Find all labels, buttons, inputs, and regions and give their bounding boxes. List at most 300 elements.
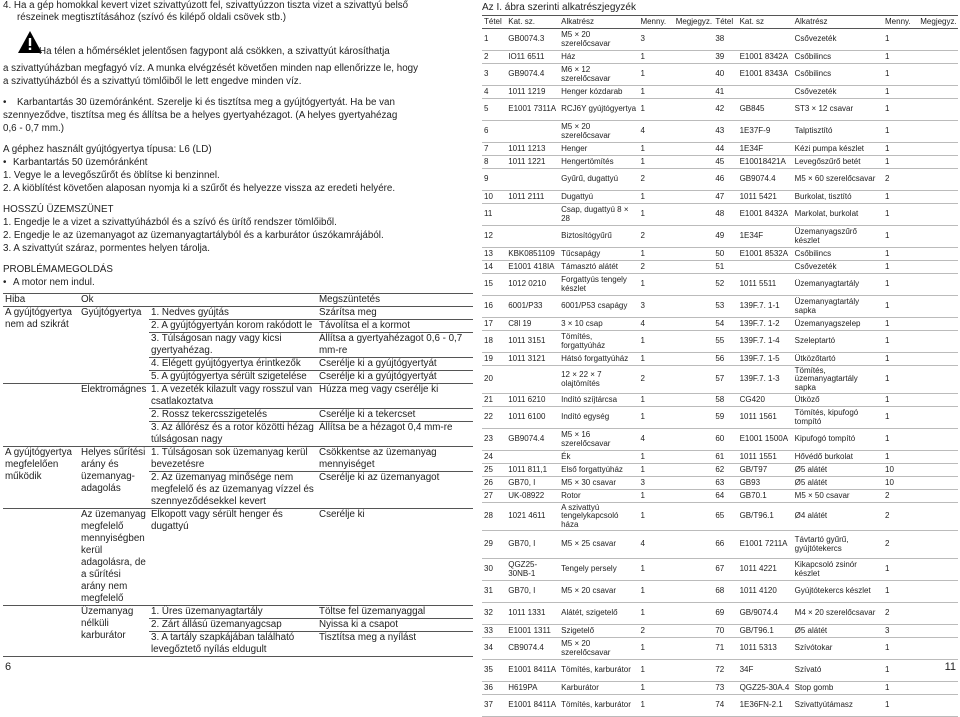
- parts-cell: 1: [883, 407, 918, 429]
- parts-cell: 60: [713, 429, 737, 451]
- parts-cell: [674, 366, 714, 394]
- parts-cell: 1012 0210: [506, 274, 559, 296]
- parts-cell: M5 × 50 csavar: [793, 490, 883, 503]
- parts-cell: [674, 274, 714, 296]
- parts-cell: [674, 464, 714, 477]
- left-page: [3, 0, 473, 675]
- parts-cell: Alátét, szigetelő: [559, 603, 638, 625]
- parts-cell: [674, 191, 714, 204]
- parts-cell: 63: [713, 477, 737, 490]
- parts-cell: Csővezeték: [793, 86, 883, 99]
- parts-cell: UK-08922: [506, 490, 559, 503]
- fault-cause: 1. Túlságosan sok üzemanyag kerül bevezetésre: [149, 447, 317, 472]
- fault-symptom: [3, 606, 79, 657]
- parts-cell: [674, 638, 714, 660]
- parts-cell: 6: [482, 121, 506, 143]
- parts-cell: 33: [482, 625, 506, 638]
- parts-cell: 1: [883, 331, 918, 353]
- parts-cell: 1: [638, 204, 673, 226]
- parts-cell: Dugattyú: [559, 191, 638, 204]
- parts-cell: Ø5 alátét: [793, 625, 883, 638]
- parts-cell: 1011 3151: [506, 331, 559, 353]
- parts-cell: 22: [482, 407, 506, 429]
- parts-cell: 1011 1551: [738, 451, 793, 464]
- parts-cell: Tömítés, karburátor: [559, 660, 638, 682]
- parts-cell: 74: [713, 695, 737, 717]
- parts-cell: [918, 204, 958, 226]
- parts-cell: E1001 418IA: [506, 261, 559, 274]
- fault-symptom: A gyújtógyertya megfelelően működik: [3, 447, 79, 509]
- parts-cell: GB0074.3: [506, 29, 559, 51]
- parts-cell: C8l 19: [506, 318, 559, 331]
- parts-cell: [918, 353, 958, 366]
- parts-cell: E1001 8411A: [506, 660, 559, 682]
- parts-cell: 12: [482, 226, 506, 248]
- parts-cell: 1: [883, 660, 918, 682]
- parts-cell: [674, 169, 714, 191]
- parts-cell: Hengertömítés: [559, 156, 638, 169]
- parts-cell: Gyűrű, dugattyú: [559, 169, 638, 191]
- parts-cell: 1E34F: [738, 143, 793, 156]
- fault-fix: Állítsa a gyertyahézagot 0,6 - 0,7 mm-re: [317, 333, 473, 358]
- fault-row: [3, 307, 473, 320]
- parts-cell: A szivattyú tengelykapcsoló háza: [559, 503, 638, 531]
- parts-cell: [506, 226, 559, 248]
- parts-cell: [918, 429, 958, 451]
- parts-row: [482, 29, 958, 51]
- parts-row: [482, 191, 958, 204]
- parts-cell: 73: [713, 682, 737, 695]
- parts-cell: [674, 64, 714, 86]
- parts-cell: 1011 5313: [738, 638, 793, 660]
- parts-cell: 1011 1213: [506, 143, 559, 156]
- fault-cause: 3. Az állórész és a rotor közötti hézag túlságosan nagy: [149, 422, 317, 447]
- stop-step1: 1. Engedje le a vizet a szivattyúházból és a szívó és ürítő rendszer tömlőiből.: [3, 217, 337, 228]
- parts-header-cell: Menny.: [638, 16, 673, 29]
- parts-cell: [918, 51, 958, 64]
- parts-cell: E1001 8342A: [738, 51, 793, 64]
- parts-cell: M6 × 12 szerelőcsavar: [559, 64, 638, 86]
- parts-cell: 2: [883, 531, 918, 559]
- parts-cell: 1: [883, 261, 918, 274]
- fault-symptom: A gyújtógyertya nem ad szikrát: [3, 307, 79, 384]
- parts-cell: Stop gomb: [793, 682, 883, 695]
- parts-cell: Üzemanyagszűrő készlet: [793, 226, 883, 248]
- fault-cause: 5. A gyújtógyertya sérült szigetelése: [149, 371, 317, 384]
- parts-cell: Henger kózdarab: [559, 86, 638, 99]
- parts-cell: 34: [482, 638, 506, 660]
- parts-cell: 71: [713, 638, 737, 660]
- parts-cell: 3: [883, 625, 918, 638]
- plug-heading: A géphez használt gyújtógyertya típusa: L6 (LD): [3, 144, 212, 155]
- parts-header-cell: Alkatrész: [793, 16, 883, 29]
- parts-cell: Ütközőtartó: [793, 353, 883, 366]
- parts-cell: 19: [482, 353, 506, 366]
- parts-cell: Távtartó gyűrű, gyújtótekercs: [793, 531, 883, 559]
- parts-cell: [674, 682, 714, 695]
- col-ok: Ok: [79, 294, 317, 307]
- parts-cell: 1: [638, 86, 673, 99]
- fault-cause-group: Az üzemanyag megfelelő mennyiségben kerül adagolásra, de a sűrítési arány nem megfelelő: [79, 509, 149, 606]
- parts-cell: 1011 6100: [506, 407, 559, 429]
- parts-cell: 1: [638, 503, 673, 531]
- parts-cell: 3 × 10 csap: [559, 318, 638, 331]
- parts-cell: Csőbilincs: [793, 248, 883, 261]
- fault-fix: Cserélje ki az üzemanyagot: [317, 472, 473, 509]
- parts-cell: E1001 7311A: [506, 99, 559, 121]
- parts-cell: 1: [883, 248, 918, 261]
- fault-fix: Nyissa ki a csapot: [317, 619, 473, 632]
- parts-cell: 139F.7. 1-5: [738, 353, 793, 366]
- parts-row: [482, 503, 958, 531]
- parts-cell: [674, 531, 714, 559]
- plug-step1: 1. Vegye le a levegőszűrőt és öblítse ki benzinnel.: [3, 170, 220, 181]
- parts-cell: 37: [482, 695, 506, 717]
- parts-row: [482, 490, 958, 503]
- parts-cell: 61: [713, 451, 737, 464]
- parts-cell: 45: [713, 156, 737, 169]
- parts-cell: Első forgattyúház: [559, 464, 638, 477]
- parts-cell: Hővédő burkolat: [793, 451, 883, 464]
- parts-cell: [506, 121, 559, 143]
- parts-cell: 1: [638, 156, 673, 169]
- parts-row: [482, 318, 958, 331]
- parts-cell: 34F: [738, 660, 793, 682]
- parts-cell: Csap, dugattyú 8 × 28: [559, 204, 638, 226]
- parts-cell: Tömítés, forgattyúház: [559, 331, 638, 353]
- parts-cell: 53: [713, 296, 737, 318]
- parts-cell: [674, 603, 714, 625]
- parts-row: [482, 156, 958, 169]
- parts-cell: 3: [638, 477, 673, 490]
- fault-fix: Csökkentse az üzemanyag mennyiséget: [317, 447, 473, 472]
- parts-cell: 1: [883, 99, 918, 121]
- fault-cause: 3. Túlságosan nagy vagy kicsi gyertyahézag.: [149, 333, 317, 358]
- parts-cell: 21: [482, 394, 506, 407]
- parts-cell: [506, 366, 559, 394]
- fault-fix: Töltse fel üzemanyaggal: [317, 606, 473, 619]
- parts-cell: [918, 64, 958, 86]
- parts-cell: [674, 156, 714, 169]
- fault-fix: Cserélje ki a gyújtógyertyát: [317, 358, 473, 371]
- parts-cell: 6001/P53 csapágy: [559, 296, 638, 318]
- parts-cell: M5 × 20 szerelőcsavar: [559, 638, 638, 660]
- troubleshooting-table: [3, 293, 473, 657]
- parts-row: [482, 682, 958, 695]
- parts-cell: GB9074.4: [506, 64, 559, 86]
- parts-cell: 1: [883, 121, 918, 143]
- parts-cell: GB93: [738, 477, 793, 490]
- parts-cell: 15: [482, 274, 506, 296]
- fault-cause-group: Gyújtógyertya: [79, 307, 149, 384]
- parts-cell: [674, 429, 714, 451]
- parts-cell: [674, 660, 714, 682]
- parts-cell: Kézi pumpa készlet: [793, 143, 883, 156]
- parts-cell: [918, 407, 958, 429]
- parts-cell: 57: [713, 366, 737, 394]
- parts-cell: [918, 490, 958, 503]
- parts-cell: 2: [482, 51, 506, 64]
- parts-cell: 58: [713, 394, 737, 407]
- parts-cell: [738, 261, 793, 274]
- parts-cell: GB/T97: [738, 464, 793, 477]
- parts-cell: GB70, I: [506, 581, 559, 603]
- parts-cell: [674, 625, 714, 638]
- parts-cell: M5 × 20 szerelőcsavar: [559, 121, 638, 143]
- fault-fix: Cserélje ki: [317, 509, 473, 606]
- parts-cell: 1: [638, 581, 673, 603]
- parts-cell: Szeleptartó: [793, 331, 883, 353]
- parts-row: [482, 64, 958, 86]
- parts-cell: 3: [638, 29, 673, 51]
- parts-cell: 68: [713, 581, 737, 603]
- parts-row: [482, 248, 958, 261]
- parts-cell: E1001 1311: [506, 625, 559, 638]
- parts-cell: 38: [713, 29, 737, 51]
- fault-cause-group: Helyes sűrítési arány és üzemanyag-adagolás: [79, 447, 149, 509]
- parts-cell: 10: [482, 191, 506, 204]
- maint-line1: • Karbantartás 30 üzemóránként. Szerelje ki és tisztítsa meg a gyújtógyertyát. Ha be van: [3, 97, 395, 108]
- item4-line2: részeinek megtisztításához (szívó és kilépő oldali csövek stb.): [17, 12, 286, 23]
- fault-cause: 2. Zárt állású üzemanyagcsap: [149, 619, 317, 632]
- parts-cell: 72: [713, 660, 737, 682]
- parts-cell: GB845: [738, 99, 793, 121]
- parts-cell: [674, 394, 714, 407]
- fault-cause: 4. Elégett gyújtógyertya érintkezők: [149, 358, 317, 371]
- parts-cell: E1001 8432A: [738, 204, 793, 226]
- parts-cell: 65: [713, 503, 737, 531]
- parts-cell: 2: [638, 366, 673, 394]
- parts-cell: 54: [713, 318, 737, 331]
- parts-cell: [674, 226, 714, 248]
- parts-cell: Tömítés, üzemanyagtartály sapka: [793, 366, 883, 394]
- parts-cell: 44: [713, 143, 737, 156]
- parts-cell: Szívató: [793, 660, 883, 682]
- plug-bullet: • Karbantartás 50 üzemóránként: [3, 157, 148, 168]
- parts-cell: 24: [482, 451, 506, 464]
- parts-cell: M4 × 20 szerelőcsavar: [793, 603, 883, 625]
- parts-cell: 9: [482, 169, 506, 191]
- parts-cell: 49: [713, 226, 737, 248]
- parts-cell: 1011 1331: [506, 603, 559, 625]
- parts-cell: [674, 353, 714, 366]
- parts-cell: 64: [713, 490, 737, 503]
- parts-row: [482, 638, 958, 660]
- parts-cell: 2: [638, 261, 673, 274]
- parts-cell: [506, 204, 559, 226]
- parts-cell: Csővezeték: [793, 261, 883, 274]
- parts-cell: Ütköző: [793, 394, 883, 407]
- parts-cell: RCJ6Y gyújtógyertya: [559, 99, 638, 121]
- parts-cell: [918, 366, 958, 394]
- parts-cell: 39: [713, 51, 737, 64]
- parts-cell: [674, 451, 714, 464]
- parts-cell: Szívótokar: [793, 638, 883, 660]
- parts-cell: 42: [713, 99, 737, 121]
- page-number-left: 6: [5, 661, 12, 673]
- parts-row: [482, 274, 958, 296]
- parts-cell: Tömítés, karburátor: [559, 695, 638, 717]
- parts-row: [482, 51, 958, 64]
- warning-line1: Ha télen a hőmérséklet jelentősen fagypont alá csökken, a szivattyút károsíthatja: [39, 46, 390, 57]
- parts-cell: 1: [638, 394, 673, 407]
- parts-cell: [674, 248, 714, 261]
- parts-cell: Ék: [559, 451, 638, 464]
- parts-cell: 1: [883, 143, 918, 156]
- parts-cell: 11: [482, 204, 506, 226]
- parts-row: [482, 394, 958, 407]
- parts-cell: 1: [883, 581, 918, 603]
- parts-cell: 1: [883, 296, 918, 318]
- parts-cell: [918, 451, 958, 464]
- parts-cell: 3: [638, 296, 673, 318]
- parts-row: [482, 204, 958, 226]
- parts-cell: [918, 638, 958, 660]
- parts-cell: 1: [883, 191, 918, 204]
- maint-line2: szennyeződve, tisztítsa meg és állítsa be a helyes gyertyahézagot. (A helyes gyertyahézag: [3, 110, 398, 121]
- parts-cell: 1011 1219: [506, 86, 559, 99]
- parts-cell: E1001 7211A: [738, 531, 793, 559]
- parts-row: [482, 99, 958, 121]
- parts-cell: [674, 490, 714, 503]
- parts-cell: Támasztó alátét: [559, 261, 638, 274]
- parts-cell: Csővezeték: [793, 29, 883, 51]
- parts-cell: [506, 451, 559, 464]
- fault-fix: Tisztítsa meg a nyílást: [317, 632, 473, 657]
- fault-row: [3, 509, 473, 606]
- parts-header-cell: Tétel: [713, 16, 737, 29]
- parts-row: [482, 464, 958, 477]
- parts-row: [482, 660, 958, 682]
- parts-cell: Szigetelő: [559, 625, 638, 638]
- parts-cell: 1: [638, 143, 673, 156]
- parts-cell: 1: [638, 451, 673, 464]
- parts-cell: [738, 29, 793, 51]
- parts-cell: 26: [482, 477, 506, 490]
- parts-cell: 30: [482, 559, 506, 581]
- parts-cell: 1: [638, 682, 673, 695]
- parts-cell: 6001/P33: [506, 296, 559, 318]
- fault-fix: Húzza meg vagy cserélje ki: [317, 384, 473, 409]
- parts-cell: 48: [713, 204, 737, 226]
- parts-cell: 1: [638, 407, 673, 429]
- parts-cell: [738, 86, 793, 99]
- parts-cell: Biztosítógyűrű: [559, 226, 638, 248]
- parts-header-cell: Kat. sz.: [506, 16, 559, 29]
- parts-header-cell: Megjegyz.: [918, 16, 958, 29]
- parts-cell: 1: [883, 29, 918, 51]
- parts-cell: 1: [883, 559, 918, 581]
- right-page: [482, 0, 958, 710]
- parts-cell: 40: [713, 64, 737, 86]
- parts-cell: 7: [482, 143, 506, 156]
- parts-cell: 1: [883, 204, 918, 226]
- parts-cell: 59: [713, 407, 737, 429]
- parts-cell: [674, 581, 714, 603]
- parts-cell: [918, 331, 958, 353]
- parts-cell: 46: [713, 169, 737, 191]
- parts-cell: 1: [883, 274, 918, 296]
- parts-cell: Rotor: [559, 490, 638, 503]
- parts-cell: 1: [883, 51, 918, 64]
- problem-heading: PROBLÉMAMEGOLDÁS: [3, 264, 113, 275]
- fault-row: [3, 384, 473, 409]
- parts-cell: [918, 531, 958, 559]
- parts-cell: 36: [482, 682, 506, 695]
- stop-heading: HOSSZÚ ÜZEMSZÜNET: [3, 204, 114, 215]
- fault-fix: Cserélje ki a gyújtógyertyát: [317, 371, 473, 384]
- parts-cell: Tűcsapágy: [559, 248, 638, 261]
- parts-cell: 1: [638, 464, 673, 477]
- parts-cell: 139F.7. 1-2: [738, 318, 793, 331]
- parts-cell: 1011 4221: [738, 559, 793, 581]
- parts-cell: KBK0851109: [506, 248, 559, 261]
- parts-cell: [918, 625, 958, 638]
- fault-symptom: [3, 384, 79, 447]
- parts-row: [482, 353, 958, 366]
- parts-cell: 1011 6210: [506, 394, 559, 407]
- parts-cell: [918, 99, 958, 121]
- parts-row: [482, 695, 958, 717]
- parts-cell: [674, 331, 714, 353]
- parts-cell: [918, 503, 958, 531]
- parts-cell: 1: [883, 394, 918, 407]
- fault-symptom: [3, 509, 79, 606]
- parts-cell: 2: [638, 169, 673, 191]
- parts-cell: IO11 6511: [506, 51, 559, 64]
- col-hiba: Hiba: [3, 294, 79, 307]
- parts-row: [482, 625, 958, 638]
- parts-cell: 1: [638, 274, 673, 296]
- parts-cell: 1021 4611: [506, 503, 559, 531]
- parts-row: [482, 581, 958, 603]
- parts-cell: 10: [883, 464, 918, 477]
- parts-cell: M5 × 30 csavar: [559, 477, 638, 490]
- parts-cell: E1001 1500A: [738, 429, 793, 451]
- parts-cell: QGZ25-30A.4: [738, 682, 793, 695]
- parts-cell: M5 × 60 szerelőcsavar: [793, 169, 883, 191]
- parts-cell: [674, 121, 714, 143]
- fault-cause: 2. Az üzemanyag minősége nem megfelelő és az üzemanyag vízzel és szennyeződésekkel kevert: [149, 472, 317, 509]
- parts-cell: 1011 5421: [738, 191, 793, 204]
- parts-cell: Ház: [559, 51, 638, 64]
- parts-cell: 27: [482, 490, 506, 503]
- stop-step3: 3. A szivattyút száraz, pormentes helyen tárolja.: [3, 243, 210, 254]
- parts-cell: Burkolat, tisztító: [793, 191, 883, 204]
- parts-cell: [918, 581, 958, 603]
- parts-row: [482, 169, 958, 191]
- parts-cell: [918, 156, 958, 169]
- parts-row: [482, 366, 958, 394]
- parts-cell: 1E37F-9: [738, 121, 793, 143]
- fault-cause: 2. A gyújtógyertyán korom rakódott le: [149, 320, 317, 333]
- parts-cell: Tömítés, kipufogó tompító: [793, 407, 883, 429]
- fault-cause: 2. Rossz tekercsszigetelés: [149, 409, 317, 422]
- parts-row: [482, 407, 958, 429]
- fault-cause: 1. A vezeték kilazult vagy rosszul van csatlakoztatva: [149, 384, 317, 409]
- fault-fix: Állítsa be a hézagot 0,4 mm-re: [317, 422, 473, 447]
- parts-cell: 66: [713, 531, 737, 559]
- parts-cell: 4: [638, 318, 673, 331]
- parts-cell: Indító egység: [559, 407, 638, 429]
- parts-cell: QGZ25-30NB-1: [506, 559, 559, 581]
- parts-cell: GB/T96.1: [738, 625, 793, 638]
- parts-cell: 32: [482, 603, 506, 625]
- parts-cell: [918, 464, 958, 477]
- fault-cause: Elkopott vagy sérült henger és dugattyú: [149, 509, 317, 606]
- parts-cell: 1011 1561: [738, 407, 793, 429]
- parts-cell: Markolat, burkolat: [793, 204, 883, 226]
